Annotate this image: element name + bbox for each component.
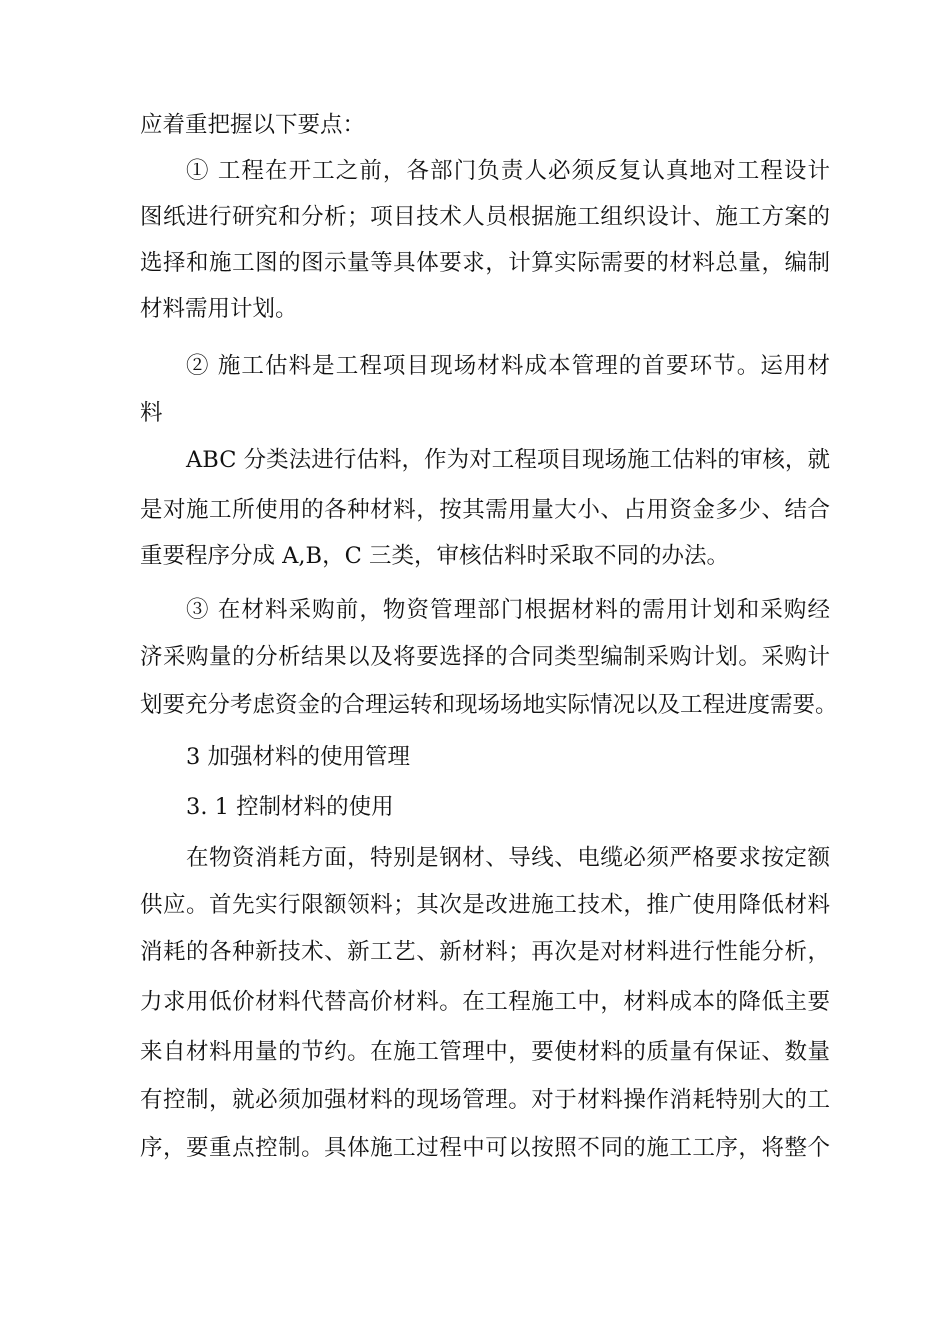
paragraph-line: ABC 分类法进行估料，作为对工程项目现场施工估料的审核，就	[186, 447, 830, 473]
paragraph-line: 供应。首先实行限额领料；其次是改进施工技术，推广使用降低材料	[140, 892, 830, 918]
subsection-heading: 3. 1 控制材料的使用	[186, 794, 394, 820]
paragraph-line: 消耗的各种新技术、新工艺、新材料；再次是对材料进行性能分析，	[140, 939, 830, 965]
section-heading: 3 加强材料的使用管理	[186, 744, 410, 770]
paragraph-line: 力求用低价材料代替高价材料。在工程施工中，材料成本的降低主要	[140, 989, 830, 1015]
paragraph-line: ② 施工估料是工程项目现场材料成本管理的首要环节。运用材	[186, 353, 830, 379]
paragraph-line: ③ 在材料采购前，物资管理部门根据材料的需用计划和采购经	[186, 597, 830, 623]
paragraph-line: 在物资消耗方面，特别是钢材、导线、电缆必须严格要求按定额	[186, 845, 830, 871]
paragraph-line: 图纸进行研究和分析；项目技术人员根据施工组织设计、施工方案的	[140, 204, 830, 230]
paragraph-line: 有控制，就必须加强材料的现场管理。对于材料操作消耗特别大的工	[140, 1087, 830, 1113]
paragraph-line: 材料需用计划。	[140, 296, 298, 322]
paragraph-line: 序，要重点控制。具体施工过程中可以按照不同的施工工序，将整个	[140, 1135, 830, 1161]
paragraph-line: 划要充分考虑资金的合理运转和现场场地实际情况以及工程进度需要。	[140, 692, 838, 718]
paragraph-line: 是对施工所使用的各种材料，按其需用量大小、占用资金多少、结合	[140, 497, 830, 523]
paragraph-line: 重要程序分成 A,B，C 三类，审核估料时采取不同的办法。	[140, 543, 729, 569]
paragraph-line: 料	[140, 400, 163, 426]
paragraph-line: ① 工程在开工之前，各部门负责人必须反复认真地对工程设计	[186, 158, 830, 184]
paragraph-line: 选择和施工图的图示量等具体要求，计算实际需要的材料总量，编制	[140, 250, 830, 276]
paragraph-line: 来自材料用量的节约。在施工管理中，要使材料的质量有保证、数量	[140, 1039, 830, 1065]
paragraph-line: 济采购量的分析结果以及将要选择的合同类型编制采购计划。采购计	[140, 644, 830, 670]
paragraph-line: 应着重把握以下要点：	[140, 112, 366, 138]
